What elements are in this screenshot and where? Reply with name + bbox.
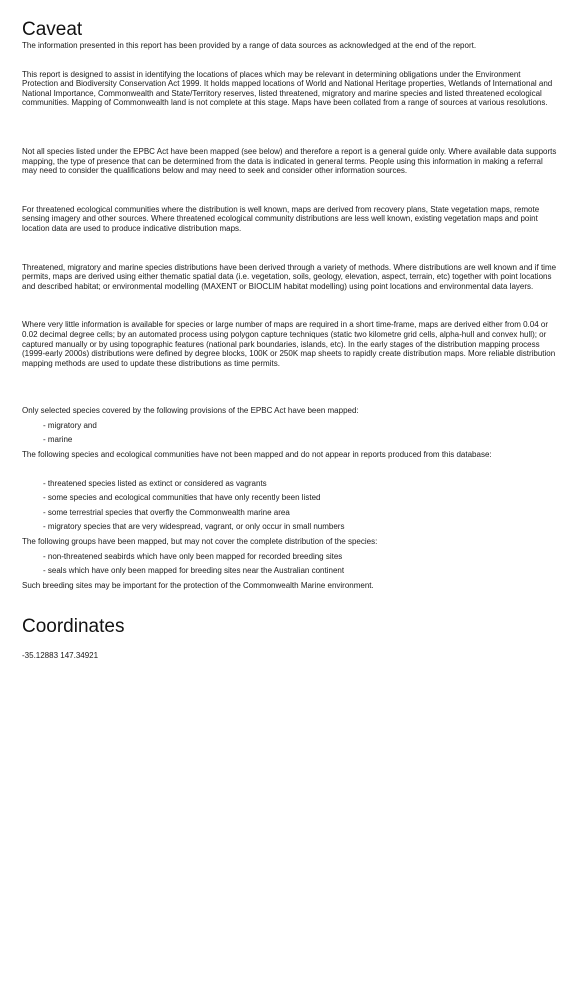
not-mapped-list-intro: The following species and ecological communities have not been mapped and do not appear in reports produced from this database: [22, 450, 492, 460]
list-item: - migratory species that are very widespread, vagrant, or only occur in small numbers [43, 522, 345, 532]
report-page [22, 20, 558, 661]
caveat-paragraph-limited-information: Where very little information is available for species or large number of maps are required in a short time-frame, maps are derived either from 0.04 or 0.02 decimal degree cells; by an automated process using polygon capture techniques (static two kilometre grid cells, alpha-hull and convex hull); or captured manually or by using topographic features (national park boundaries, islands, etc). In the early stages of the distribution mapping process (1999-early 2000s) distributions were defined by degree blocks, 100K or 250K map sheets to rapidly create distribution maps. More reliable distribution mapping methods are used to update these distributions as time permits. [22, 320, 556, 368]
list-item: - seals which have only been mapped for breeding sites near the Australian continent [43, 566, 345, 576]
coordinates-heading: Coordinates [22, 616, 125, 638]
caveat-paragraph-purpose: This report is designed to assist in identifying the locations of places which may be relevant in determining obligations under the Environment Protection and Biodiversity Conservation Act 1999. It holds mapped locations of World and National Heritage properties, Wetlands of International and National Importance, Commonwealth and State/Territory reserves, listed threatened, migratory and marine species and listed threatened ecological communities. Mapping of Commonwealth land is not complete at this stage. Maps have been collated from a range of sources at various resolutions. [22, 69, 553, 108]
list-item: - some terrestrial species that overfly the Commonwealth marine area [43, 507, 290, 517]
caveat-paragraph-distribution-methods: Threatened, migratory and marine species distributions have been derived through a variety of methods. Where distributions are well known and if time permits, maps are derived using either thematic spatial data (i.e. vegetation, soils, geology, elevation, aspect, terrain, etc) together with point locations and described habitat; or environmental modelling (MAXENT or BIOCLIM habitat modelling) using point locations and environmental data layers. [22, 262, 557, 291]
caveat-closing: Such breeding sites may be important for the protection of the Commonwealth Marine environment. [22, 580, 374, 590]
list-item: - threatened species listed as extinct or considered as vagrants [43, 478, 267, 488]
mapped-list-intro: Only selected species covered by the following provisions of the EPBC Act have been mapped: [22, 406, 359, 416]
list-item: - marine [43, 435, 73, 445]
partial-list-intro: The following groups have been mapped, but may not cover the complete distribution of the species: [22, 537, 378, 547]
caveat-paragraph-ecological-communities: For threatened ecological communities where the distribution is well known, maps are derived from recovery plans, State vegetation maps, remote sensing imagery and other sources. Where threatened ecological community distributions are less well known, existing vegetation maps and point location data are used to produce indicative distribution maps. [22, 204, 540, 233]
coordinates-value: -35.12883 147.34921 [22, 651, 99, 661]
list-item: - some species and ecological communities that have only recently been listed [43, 493, 321, 503]
caveat-intro: The information presented in this report has been provided by a range of data sources as acknowledged at the end of the report. [22, 41, 477, 50]
list-item: - non-threatened seabirds which have only been mapped for recorded breeding sites [43, 551, 343, 561]
caveat-heading: Caveat [22, 19, 83, 40]
caveat-paragraph-not-all-species: Not all species listed under the EPBC Act have been mapped (see below) and therefore a report is a general guide only. Where available data supports mapping, the type of presence that can be determined from the data is indicated in general terms. People using this information in making a referral may need to consider the qualifications below and may need to seek and consider other information sources. [22, 146, 557, 176]
list-item: - migratory and [43, 420, 97, 430]
